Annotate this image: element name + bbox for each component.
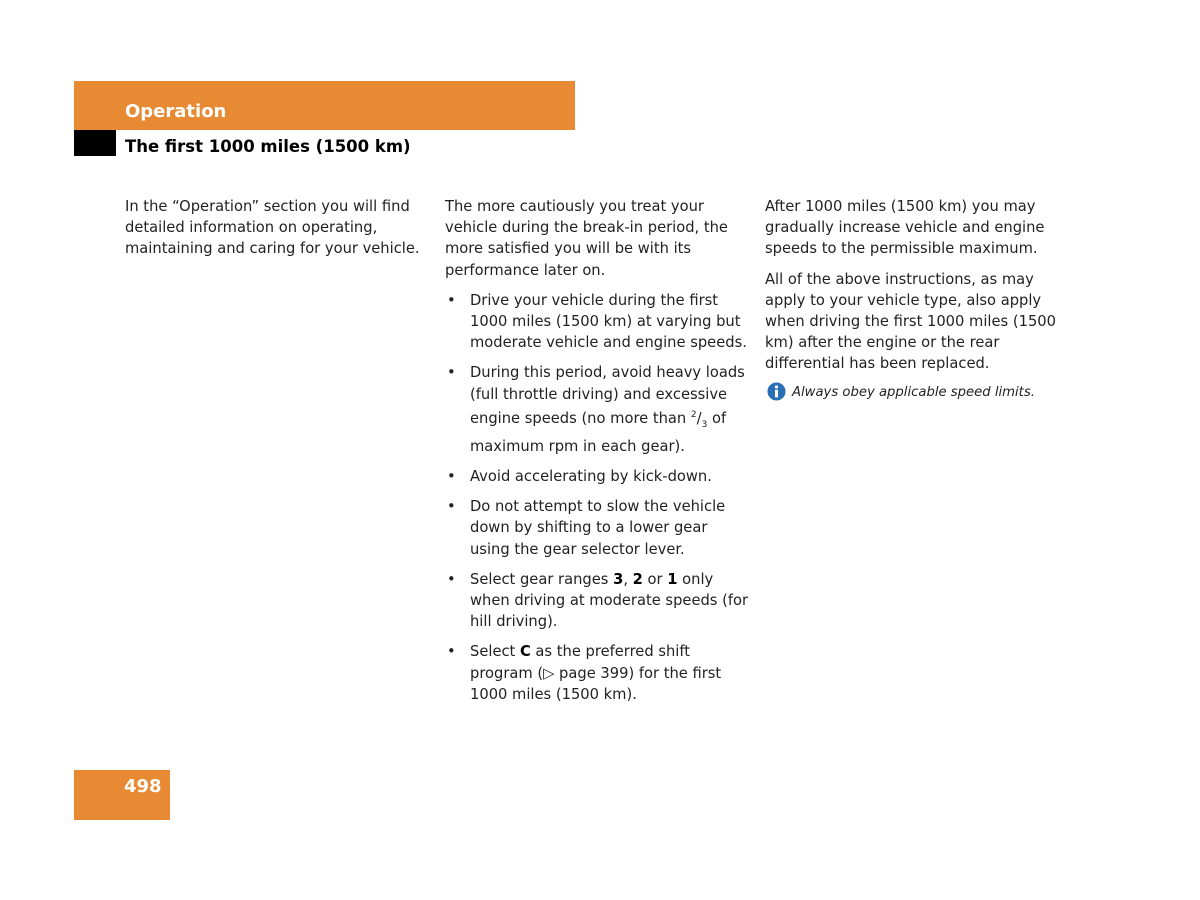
bullet-icon: • xyxy=(447,570,456,588)
list-item xyxy=(445,362,750,457)
section-marker-tab xyxy=(74,130,116,156)
list-item-text: During this period, avoid heavy loads (full throttle driving) and excessive engine speeds (no more than xyxy=(470,364,745,427)
column-left xyxy=(125,196,430,269)
page-subtitle: The first 1000 miles (1500 km) xyxy=(125,137,411,156)
replacement-paragraph: All of the above instructions, as may apply to your vehicle type, also apply when driving the first 1000 miles (1500 km) after the engine or the rear differential has been replaced. xyxy=(765,270,1056,373)
fraction-slash: / xyxy=(696,409,702,427)
gear-range-1: 1 xyxy=(667,570,678,588)
fraction-denominator: 3 xyxy=(701,419,708,430)
gear-range-3: 3 xyxy=(613,570,624,588)
list-item-text: Select xyxy=(470,643,520,661)
column-middle xyxy=(445,196,750,714)
intro-paragraph: In the “Operation” section you will find detailed information on operating, maintaining and caring for your vehicle. xyxy=(125,198,420,258)
list-item-text: of maximum rpm in each gear). xyxy=(470,409,727,455)
info-icon xyxy=(767,382,786,401)
bullet-icon: • xyxy=(447,643,456,661)
break-in-intro: The more cautiously you treat your vehicle during the break-in period, the more satisfied you will be with its performance later on. xyxy=(445,198,728,279)
section-title: Operation xyxy=(125,101,227,122)
list-item-text: , xyxy=(623,570,633,588)
fraction-numerator: 2 xyxy=(690,409,697,420)
gear-range-2: 2 xyxy=(632,570,643,588)
list-item-text: Avoid accelerating by kick-down. xyxy=(470,468,712,486)
list-item-text: Do not attempt to slow the vehicle down by shifting to a lower gear using the gear selector lever. xyxy=(470,498,726,558)
list-item-text: page 399) for the first 1000 miles (1500 km). xyxy=(470,664,722,703)
break-in-list xyxy=(445,290,750,705)
list-item xyxy=(445,466,750,487)
bullet-icon: • xyxy=(447,468,456,486)
list-item xyxy=(445,641,750,705)
gradual-increase-paragraph: After 1000 miles (1500 km) you may gradually increase vehicle and engine speeds to the permissible maximum. xyxy=(765,198,1045,258)
shift-program-c: C xyxy=(519,643,531,661)
bullet-icon: • xyxy=(447,498,456,516)
list-item xyxy=(445,496,750,560)
list-item xyxy=(445,290,750,354)
bullet-icon: • xyxy=(447,364,456,382)
page-reference-arrow-icon: ▷ xyxy=(543,664,555,682)
fraction xyxy=(690,409,708,430)
list-item-text: Drive your vehicle during the first 1000 miles (1500 km) at varying but moderate vehicle and engine speeds. xyxy=(470,291,747,352)
list-item xyxy=(445,569,750,633)
bullet-icon: • xyxy=(447,291,456,309)
list-item-text: or xyxy=(642,570,668,588)
list-item-text: Select gear ranges xyxy=(470,570,614,588)
page-number: 498 xyxy=(124,776,162,797)
column-right xyxy=(765,196,1070,402)
info-note xyxy=(765,384,1070,402)
list-item-text: as the preferred shift program ( xyxy=(470,643,691,682)
info-note-text: Always obey applicable speed limits. xyxy=(792,384,1035,400)
list-item-text: only when driving at moderate speeds (for hill driving). xyxy=(470,570,749,631)
